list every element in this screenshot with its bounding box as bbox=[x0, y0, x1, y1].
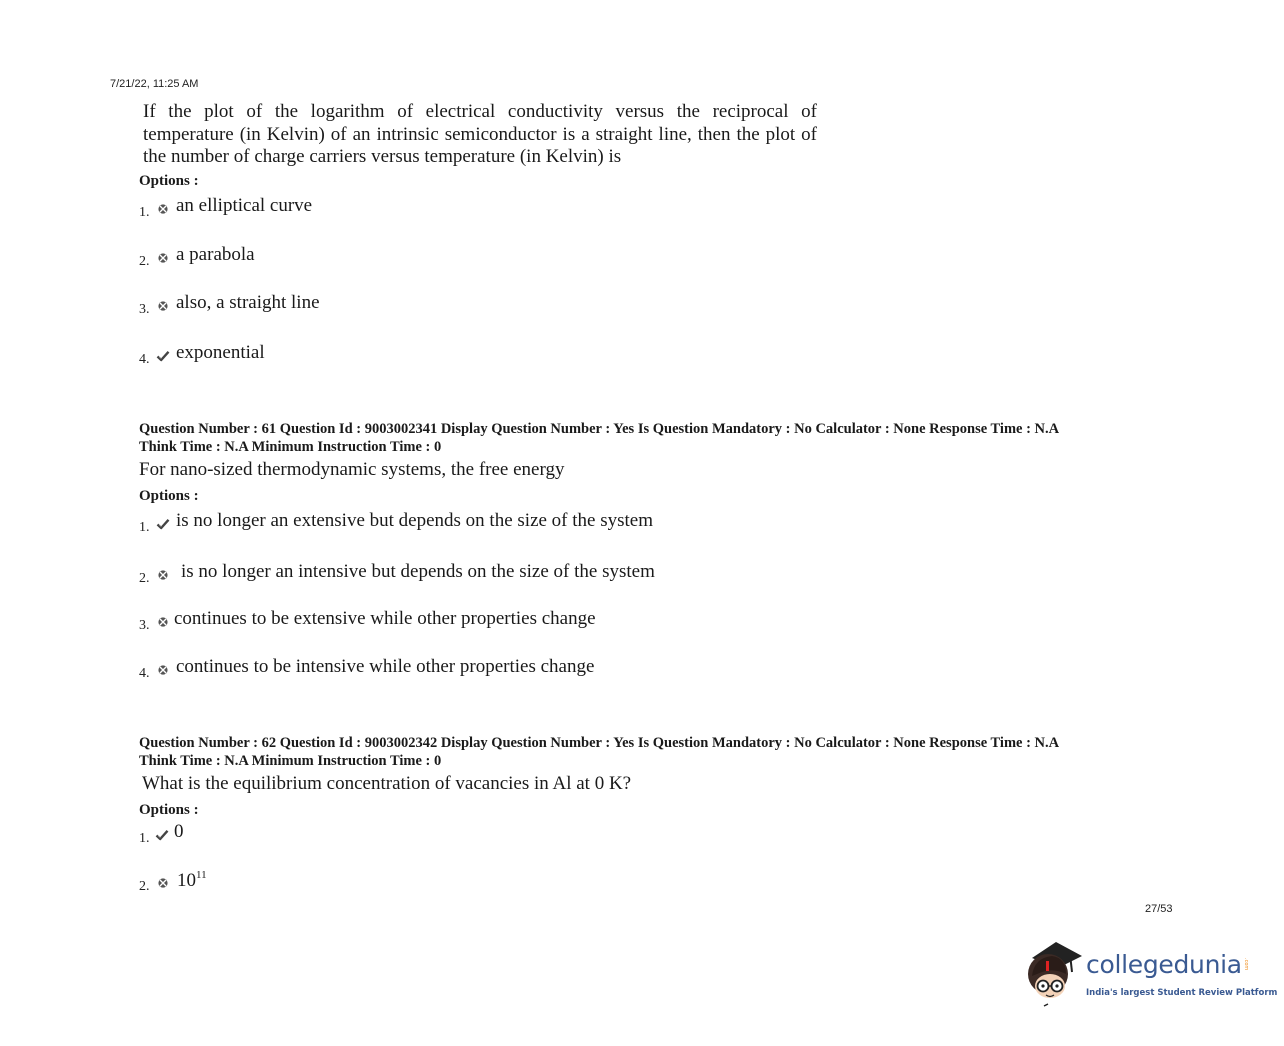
option-text: is no longer an intensive but depends on the size of the system bbox=[181, 561, 655, 582]
question-62-meta bbox=[139, 734, 1159, 770]
option-text: also, a straight line bbox=[176, 292, 320, 313]
question-62-meta-line-1: Question Number : 62 Question Id : 9003002342 Display Question Number : Yes Is Question Mandatory : No Calculator : None Response Time : N.A bbox=[139, 735, 1060, 751]
option-number: 2. bbox=[139, 879, 150, 894]
logo-tagline: India's largest Student Review Platform bbox=[1086, 988, 1278, 998]
option-text: continues to be intensive while other properties change bbox=[176, 656, 595, 677]
option-text: 0 bbox=[174, 821, 184, 842]
option-text-base: 10 bbox=[177, 870, 196, 891]
option-number: 1. bbox=[139, 205, 150, 220]
option-text: continues to be extensive while other properties change bbox=[174, 608, 596, 629]
question-61-meta bbox=[139, 420, 1159, 456]
question-61-meta-line-1: Question Number : 61 Question Id : 9003002341 Display Question Number : Yes Is Question Mandatory : No Calculator : None Response Time : N.A bbox=[139, 421, 1060, 437]
print-timestamp: 7/21/22, 11:25 AM bbox=[110, 78, 199, 90]
question-61-text: For nano-sized thermodynamic systems, the free energy bbox=[139, 459, 565, 480]
cross-icon bbox=[156, 876, 170, 890]
cross-icon bbox=[156, 251, 170, 265]
question-62-options-label: Options : bbox=[139, 802, 199, 818]
page-number: 27/53 bbox=[1145, 903, 1173, 915]
option-text: exponential bbox=[176, 342, 265, 363]
logo-domain-suffix: .com bbox=[1243, 958, 1249, 971]
option-text bbox=[177, 869, 207, 892]
question-62-meta-line-2: Think Time : N.A Minimum Instruction Time : 0 bbox=[139, 753, 442, 769]
cross-icon bbox=[156, 202, 170, 216]
question-62-text: What is the equilibrium concentration of vacancies in Al at 0 K? bbox=[142, 773, 632, 794]
question-61-options-label: Options : bbox=[139, 488, 199, 504]
option-number: 2. bbox=[139, 571, 150, 586]
option-number: 3. bbox=[139, 302, 150, 317]
question-60-text: If the plot of the logarithm of electrical conductivity versus the reciprocal of temperature (in Kelvin) of an intrinsic semiconductor is a straight line, then the plot of the number of charge carriers versus temperature (in Kelvin) is bbox=[143, 101, 817, 167]
cross-icon bbox=[156, 299, 170, 313]
option-text: is no longer an extensive but depends on the size of the system bbox=[176, 510, 654, 531]
question-60-options-label: Options : bbox=[139, 173, 199, 189]
mascot-icon bbox=[1024, 938, 1084, 1008]
logo-wordmark: collegedunia bbox=[1086, 950, 1242, 979]
check-icon bbox=[155, 828, 169, 842]
option-number: 1. bbox=[139, 520, 150, 535]
question-61-meta-line-2: Think Time : N.A Minimum Instruction Time : 0 bbox=[139, 439, 442, 455]
option-number: 4. bbox=[139, 352, 150, 367]
cross-icon bbox=[156, 568, 170, 582]
check-icon bbox=[156, 517, 170, 531]
cross-icon bbox=[156, 663, 170, 677]
option-text-exponent: 11 bbox=[196, 869, 207, 881]
option-number: 1. bbox=[139, 831, 150, 846]
option-text: an elliptical curve bbox=[176, 195, 313, 216]
collegedunia-logo bbox=[1024, 938, 1278, 1008]
option-number: 2. bbox=[139, 254, 150, 269]
check-icon bbox=[156, 349, 170, 363]
option-text: a parabola bbox=[176, 244, 255, 265]
option-number: 3. bbox=[139, 618, 150, 633]
cross-icon bbox=[156, 615, 170, 629]
option-number: 4. bbox=[139, 666, 150, 681]
